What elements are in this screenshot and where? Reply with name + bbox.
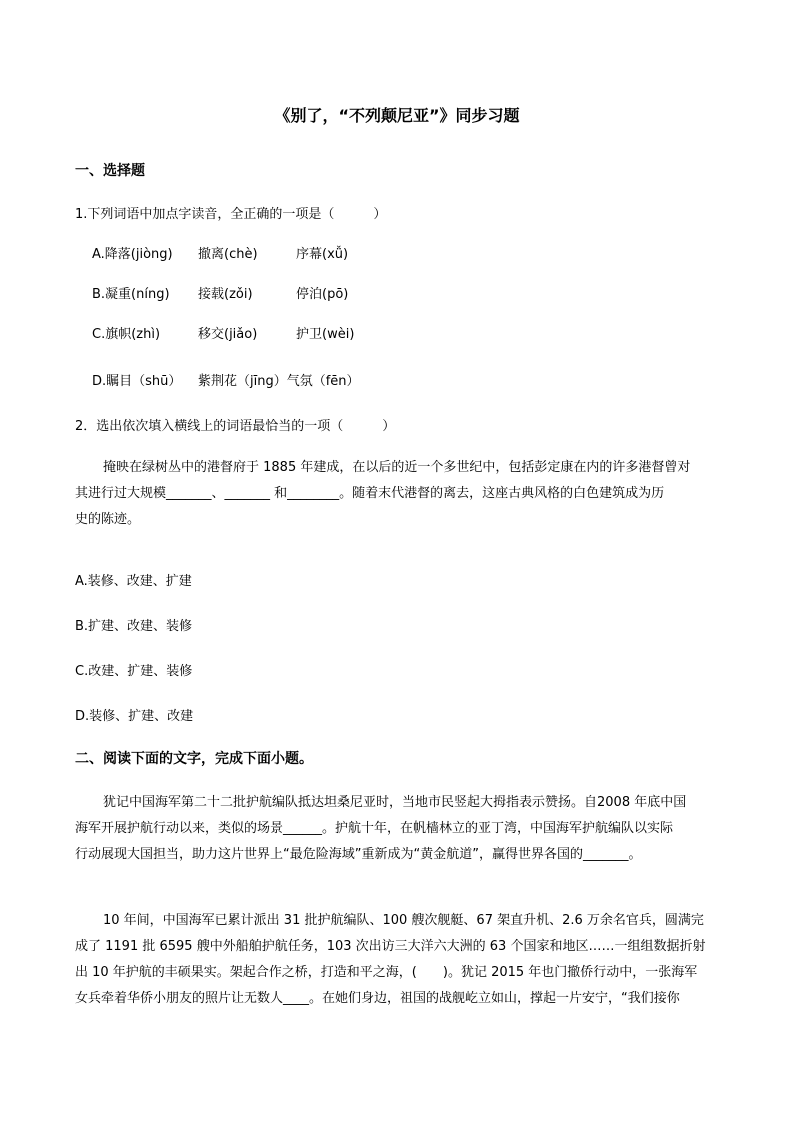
document-title: 《别了，“不列颠尼亚”》同步习题: [274, 106, 520, 125]
paragraph-line: 海军开展护航行动以来，类似的场景______。护航十年，在帆樯林立的亚丁湾，中国海军护航编队以实际: [75, 821, 674, 836]
question-1-option-a: [92, 243, 348, 262]
reading-paragraph-1: [75, 790, 725, 868]
option-word: A.降落(jiòng): [92, 247, 173, 262]
option-word: 接载(zǒi): [198, 287, 253, 302]
paragraph-line: 犹记中国海军第二十二批护航编队抵达坦桑尼亚时，当地市民竖起大拇指表示赞扬。自2008 年底中国: [103, 795, 687, 810]
option-word: D.瞩目（shū）: [92, 374, 182, 389]
question-1-stem: 1.下列词语中加点字读音，全正确的一项是（ ）: [75, 207, 387, 222]
question-1-option-d: [92, 370, 360, 389]
section-heading-choice: 一、选择题: [75, 163, 145, 179]
option-word: 护卫(wèi): [296, 327, 355, 342]
question-2-passage: [75, 455, 725, 533]
question-2-option-b: B.扩建、改建、装修: [75, 619, 193, 634]
option-word: 停泊(pō): [296, 287, 349, 302]
option-word: 移交(jiǎo): [198, 327, 258, 342]
option-word: C.旗帜(zhì): [92, 327, 161, 342]
question-1-option-c: [92, 323, 354, 342]
option-word: 紫荆花（jīng）: [198, 374, 287, 389]
paragraph-line: 出 10 年护航的丰硕果实。架起合作之桥，打造和平之海，( )。犹记 2015 年也门撤侨行动中，一张海军: [75, 965, 698, 980]
paragraph-line: 女兵牵着华侨小朋友的照片让无数人____。在她们身边，祖国的战舰屹立如山，撑起一片安宁，“我们接你: [75, 991, 680, 1006]
question-2-option-d: D.装修、扩建、改建: [75, 709, 194, 724]
paragraph-line: 10 年间，中国海军已累计派出 31 批护航编队、100 艘次舰艇、67 架直升机、2.6 万余名官兵，圆满完: [103, 913, 704, 928]
option-word: 气氛（fēn）: [286, 374, 360, 389]
paragraph-line: 行动展现大国担当，助力这片世界上“最危险海域”重新成为“黄金航道”，赢得世界各国的_______。: [75, 847, 642, 862]
passage-line: 掩映在绿树丛中的港督府于 1885 年建成，在以后的近一个多世纪中，包括彭定康在内的许多港督曾对: [103, 460, 691, 475]
passage-line: 其进行过大规模_______、_______ 和________。随着末代港督的离去，这座古典风格的白色建筑成为历: [75, 486, 665, 501]
option-word: 序幕(xǚ): [296, 247, 349, 262]
question-2-option-a: A.装修、改建、扩建: [75, 574, 192, 589]
section-heading-reading: 二、阅读下面的文字，完成下面小题。: [75, 751, 313, 767]
reading-paragraph-2: [75, 908, 725, 1012]
paragraph-line: 成了 1191 批 6595 艘中外船舶护航任务，103 次出访三大洋六大洲的 63 个国家和地区……一组组数据折射: [75, 939, 706, 954]
question-1-option-b: [92, 283, 348, 302]
passage-line: 史的陈迹。: [75, 512, 141, 527]
option-word: 撤离(chè): [198, 247, 258, 262]
question-2-stem: 2．选出依次填入横线上的词语最恰当的一项（ ）: [75, 419, 396, 434]
option-word: B.凝重(níng): [92, 287, 170, 302]
question-2-option-c: C.改建、扩建、装修: [75, 664, 193, 679]
